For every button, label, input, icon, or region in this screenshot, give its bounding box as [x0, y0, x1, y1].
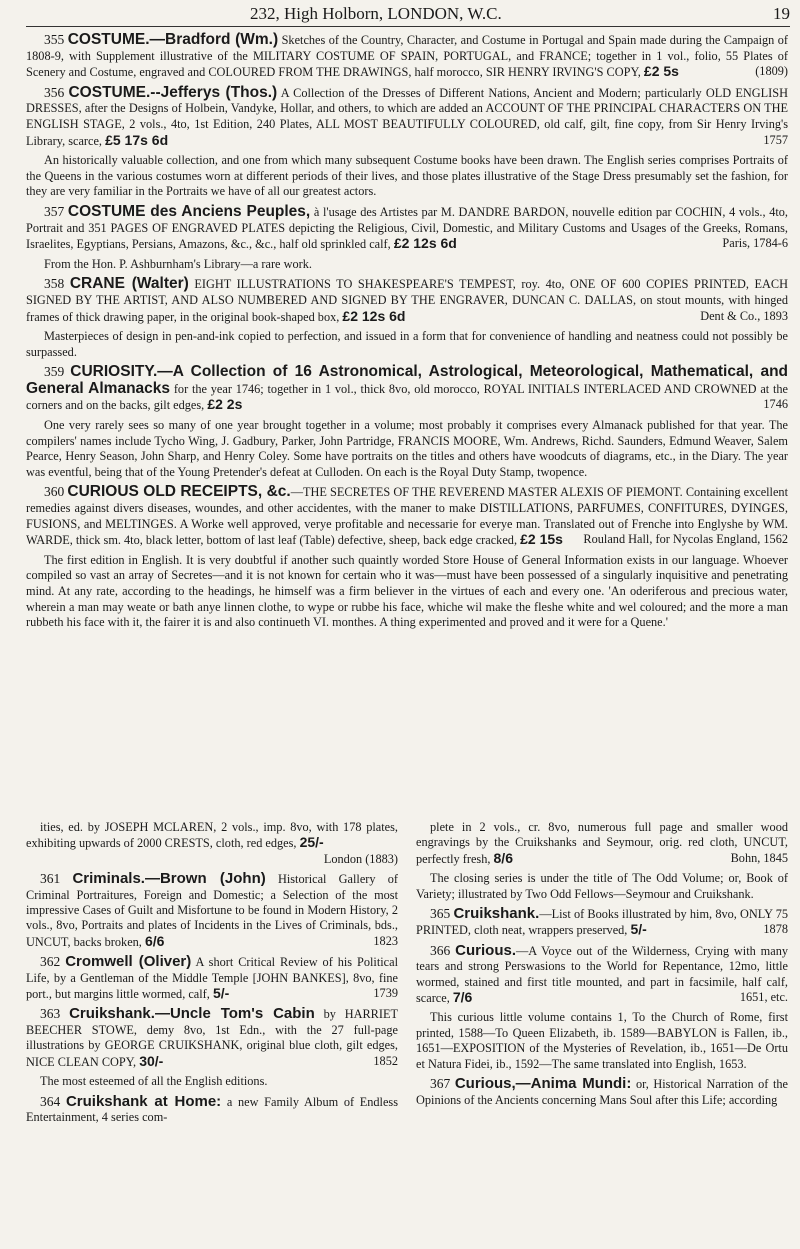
entry-heading: Cruikshank.	[453, 905, 540, 923]
entry-date: 1757	[763, 132, 788, 147]
entry-price: £2 2s	[207, 396, 243, 413]
entry-description: EIGHT ILLUSTRATIONS TO SHAKESPEARE'S TEMPEST, roy. 4to, ONE OF 600 COPIES PRINTED, EACH SIGNED BY THE ARTIST, AND ALSO NUMBERED AND SIGNED BY THE ENGRAVER, DUNCAN C. DALLAS, on stout mounts, with hinged frames of thick drawing paper, in the original book-shaped box,	[26, 277, 788, 324]
entry-price: £2 5s	[643, 63, 679, 80]
entry-heading: COSTUME des Anciens Peuples,	[67, 202, 311, 220]
entry-heading: Curious,—Anima Mundi:	[454, 1075, 632, 1093]
entry-description: or, Historical Narration of the Opinions of the Ancients concerning Mans Soul after this Life; according	[416, 1077, 788, 1107]
lot-number: 367	[430, 1076, 451, 1092]
entry-date: Dent & Co., 1893	[700, 308, 788, 323]
catalogue-entry	[26, 364, 788, 414]
catalogue-main-entries	[26, 32, 788, 635]
entry-price: 7/6	[452, 989, 473, 1006]
entry-description: ities, ed. by JOSEPH MCLAREN, 2 vols., imp. 8vo, with 178 plates, exhibiting upwards of 2000 CRESTS, cloth, red edges,	[26, 820, 398, 851]
entry-heading: Criminals.—Brown (John)	[72, 870, 266, 888]
lot-number: 361	[40, 871, 61, 887]
entry-price: 8/6	[493, 849, 513, 866]
entry-price: £2 15s	[520, 531, 563, 548]
lot-number: 360	[44, 484, 65, 500]
page-header-address: 232, High Holborn, LONDON, W.C.	[250, 4, 502, 23]
entry-heading: Cruikshank.—Uncle Tom's Cabin	[69, 1005, 315, 1023]
entry-date: 1878	[763, 922, 788, 937]
entry-heading: CRANE (Walter)	[69, 275, 189, 293]
entry-date: Rouland Hall, for Nycolas England, 1562	[583, 532, 788, 547]
catalogue-entry	[416, 1076, 788, 1108]
entry-date: London (1883)	[323, 851, 398, 866]
entry-price: 5/-	[630, 921, 647, 938]
entry-note: The first edition in English. It is very doubtful if another such quaintly worded Store House of General Information exists in our language. Whoever compiled so vast an array of Secretes—and it is not known for certain who it was—must have been possessed of a singularly inquisitive and penetrating mind. At any rate, according to the headings, he himself was a firm believer in the virtues of each and every one. 'An oderiferous and precious water, wherein a man may weate or bath anye linnen clothe, to wype or rubbe his face, whiche wil make the fleshe white and wel coloured; and the more a man rubbeth his face with it, the fairer it is and also continueth VI. monthes. A thing experimented and proved and it were for a Quene.'	[26, 552, 788, 630]
lot-number: 363	[40, 1006, 61, 1022]
catalogue-entry	[26, 871, 398, 950]
entry-heading: Curious.	[455, 941, 516, 959]
catalogue-entry	[416, 906, 788, 939]
entry-date: 1823	[373, 933, 398, 948]
entry-date: 1739	[373, 986, 398, 1001]
entry-price: 25/-	[299, 834, 324, 851]
lot-number: 362	[40, 954, 61, 970]
entry-price: 6/6	[144, 932, 165, 949]
catalogue-entry	[26, 85, 788, 149]
entry-note: From the Hon. P. Ashburnham's Library—a rare work.	[44, 256, 312, 271]
lot-number: 359	[44, 364, 65, 380]
lot-number: 364	[40, 1093, 61, 1109]
entry-note: One very rarely sees so many of one year brought together in a volume; most probably it comprises every Almanack published for that year. The compilers' names include Tycho Wing, J. Gadbury, Parker, John Partridge, FRANCIS MOORE, Wm. Andrews, Richd. Saunders, Edmund Weaver, Salem Pearce, Henry Season, John Sharp, and Henry Coley. Some have portraits on the titles and others have woodcuts of diagrams, etc., in the Diary. The year was eventful, being that of the Young Pretender's defeat at Culloden. On each is the Royal Duty Stamp, twopence.	[26, 418, 788, 479]
entry-description: plete in 2 vols., cr. 8vo, numerous full page and smaller wood engravings by the Cruikshanks and Seymour, orig. red cloth, UNCUT, perfectly fresh,	[416, 820, 788, 866]
catalogue-entry	[26, 276, 788, 325]
entry-price: 5/-	[212, 985, 230, 1002]
catalogue-entry	[26, 204, 788, 253]
entry-description: Historical Gallery of Criminal Portraitures, Foreign and Domestic; a Selection of the most impressive Cases of Guilt and Misfortune to be found in Modern History, 2 vols., 8vo, Portraits and plates of Incidents in the Lives of Criminals, bds., UNCUT, backs broken,	[26, 872, 398, 949]
catalogue-entry	[416, 943, 788, 1007]
lot-number: 366	[430, 942, 451, 958]
entry-description: for the year 1746; together in 1 vol., thick 8vo, old morocco, ROYAL INITIALS INTERLACED AND CROWNED at the corners and on the backs, gilt edges,	[26, 381, 788, 413]
entry-date: (1809)	[755, 64, 788, 79]
entry-date: Bohn, 1845	[730, 850, 788, 865]
entry-description: A Collection of the Dresses of Different Nations, Ancient and Modern; particularly OLD ENGLISH DRESSES, after the Designs of Holbein, Vandyke, Hollar, and others, to which are added an ACCOUNT OF THE PRINCIPAL CHARACTERS ON THE ENGLISH STAGE, 2 vols., 4to, 1st Edition, 240 Plates, ALL MOST BEAUTIFULLY COLOURED, old calf, gilt, fine copy, from Sir Henry Irving's Library, scarce,	[26, 85, 788, 148]
entry-description: A short Critical Review of his Political Life, by a Gentleman of the Middle Temple [JOHN BANKES], 8vo, fine port., but margins little wormed, calf,	[26, 955, 399, 1002]
entry-heading: CURIOSITY.—A Collection of 16 Astronomical, Astrological, Meteorological, Mathematical, and General Almanacks	[26, 363, 789, 397]
entry-price: £2 12s 6d	[393, 235, 457, 252]
right-column	[416, 820, 788, 1129]
catalogue-entry	[26, 820, 398, 867]
entry-date: 1852	[373, 1053, 398, 1068]
catalogue-entry	[26, 1094, 398, 1126]
left-column	[26, 820, 398, 1129]
entry-description: —THE SECRETES OF THE REVEREND MASTER ALEXIS OF PIEMONT. Containing excellent remedies against divers diseases, woundes, and other accidentes, with the maner to make DISTILLATIONS, PARFUMES, CONFITURES, DYINGES, FUSIONS, and MELTINGES. A Worke well approved, verye profitable and necessarie for everye man. Translated out of Frenche into Englyshe by WM. WARDE, thick sm. 4to, black letter, bottom of last leaf (Table) defective, sheep, back edge cracked,	[26, 485, 789, 548]
lot-number: 365	[430, 906, 451, 922]
lot-number: 358	[44, 276, 65, 292]
entry-date: 1651, etc.	[739, 990, 788, 1005]
entry-date: Paris, 1784-6	[722, 236, 788, 251]
entry-price: 30/-	[139, 1052, 164, 1069]
entry-price: £5 17s 6d	[105, 131, 169, 148]
page-header	[250, 0, 790, 26]
catalogue-entry	[26, 484, 788, 548]
entry-price: £2 12s 6d	[342, 307, 406, 324]
entry-note: An historically valuable collection, and one from which many subsequent Costume books have been drawn. The English series comprises Portraits of the Queens in the various costumes worn at different periods of their lives, and those plates illustrative of the Stage Dress presumably set the fashion, for they are very familiar in the Portraits we have of all our greatest actors.	[26, 153, 788, 199]
entry-description: —A Voyce out of the Wilderness, Crying with many tears and strong Perswasions to the World for Repentance, 12mo, little wormed, stained and first title mounted, and part in facsimile, half calf, scarce,	[416, 943, 788, 1006]
catalogue-entry	[26, 32, 788, 81]
entry-heading: Cruikshank at Home:	[65, 1092, 222, 1110]
entry-note: The closing series is under the title of The Odd Volume; or, Book of Variety; illustrated by Two Odd Fellows—Seymour and Cruikshank.	[416, 871, 788, 901]
entry-heading: COSTUME.—Bradford (Wm.)	[67, 31, 279, 48]
entry-description: à l'usage des Artistes par M. DANDRE BARDON, nouvelle edition par COCHIN, 4 vols., 4to, Portrait and 351 PAGES OF ENGRAVED PLATES depicting the Religious, Civil, Domestic, and Military Customs and Usages of the Greeks, Romans, Israelites, Egyptians, Persians, Amazons, &c., &c., half old sprinkled calf,	[26, 204, 788, 252]
lot-number: 357	[44, 203, 65, 219]
lot-number: 356	[44, 84, 65, 100]
entry-heading: Cromwell (Oliver)	[65, 953, 192, 971]
entry-note: Masterpieces of design in pen-and-ink copied to perfection, and issued in a form that for convenience of handling and neatness could not possibly be surpassed.	[26, 329, 788, 359]
catalogue-entry	[416, 820, 788, 867]
catalogue-entry	[26, 1006, 398, 1070]
catalogue-entry	[26, 954, 398, 1002]
page-number: 19	[773, 4, 790, 23]
entry-heading: CURIOUS OLD RECEIPTS, &c.	[67, 483, 291, 501]
entry-note: This curious little volume contains 1, To the Church of Rome, first printed, 1588—To Queen Elizabeth, ib. 1589—BABYLON is Fallen, ib., 1651—EXPOSITION of the Mysteries of Revelation, ib., 1651—De Ortu et Natura Fidei, ib., 1592—The same translated into English, 1653.	[416, 1010, 788, 1071]
header-rule	[26, 26, 790, 27]
entry-description: —List of Books illustrated by him, 8vo, ONLY 75 PRINTED, cloth neat, wrappers preserved,	[416, 907, 788, 938]
entry-description: by HARRIET BEECHER STOWE, demy 8vo, 1st Edn., with the 27 full-page illustrations by GEORGE CRUIKSHANK, original blue cloth, gilt edges, NICE CLEAN COPY,	[26, 1007, 398, 1069]
entry-description: a new Family Album of Endless Entertainment, 4 series com-	[26, 1094, 399, 1124]
entry-date: 1746	[763, 397, 788, 412]
entry-description: Sketches of the Country, Character, and Costume in Portugal and Spain made during the Campaign of 1808-9, with Supplement illustrative of the MILITARY COSTUME OF SPAIN, PORTUGAL, and FRANCE; together in 1 vol., folio, 55 Plates of Scenery and Costume, engraved and COLOURED FROM THE DRAWINGS, half morocco, SIR HENRY IRVING'S COPY,	[26, 33, 788, 80]
entry-note: The most esteemed of all the English editions.	[40, 1074, 268, 1089]
two-column-section	[26, 820, 788, 1129]
lot-number: 355	[44, 32, 65, 47]
entry-heading: COSTUME.--Jefferys (Thos.)	[68, 83, 278, 101]
